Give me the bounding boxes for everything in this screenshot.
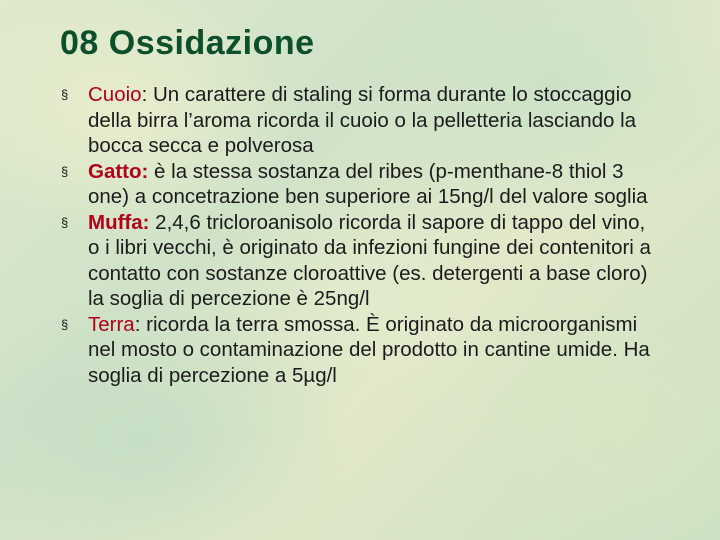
bullet-list (60, 82, 660, 388)
term-separator: : (141, 83, 148, 106)
term-separator: : (134, 312, 141, 336)
bullet-square-icon: § (61, 316, 69, 332)
bullet-item-terra (60, 312, 660, 389)
slide-title: 08 Ossidazione (60, 24, 315, 62)
bullet-item-cuoio (60, 82, 660, 159)
item-text: ricorda la terra smossa. È originato da microorganismi nel mosto o contaminazione del prodotto in cantine umide. Ha soglia di percezione a 5µg/l (88, 312, 650, 387)
term-terra: Terra (88, 312, 135, 336)
item-text: è la stessa sostanza del ribes (p-menthane-8 thiol 3 one) a concetrazione ben superiore ai 15ng/l del valore soglia (88, 159, 648, 208)
bullet-square-icon: § (61, 87, 69, 102)
bullet-item-gatto (60, 159, 660, 210)
bullet-square-icon: § (61, 214, 69, 230)
term-cuoio: Cuoio (88, 83, 142, 106)
item-text: 2,4,6 tricloroanisolo ricorda il sapore di tappo del vino, o i libri vecchi, è originato da infezioni fungine dei contenitori a contatto con sostanze cloroattive (es. detergenti a base cloro) la soglia di percezione è 25ng/l (88, 210, 651, 310)
term-muffa: Muffa: (88, 210, 150, 234)
item-text: Un carattere di staling si forma durante lo stoccaggio della birra l’aroma ricorda il cuoio o la pelletteria lasciando la bocca secca e polverosa (88, 83, 637, 157)
bullet-square-icon: § (61, 163, 69, 179)
term-gatto: Gatto: (88, 159, 149, 183)
bullet-item-muffa (60, 210, 660, 312)
